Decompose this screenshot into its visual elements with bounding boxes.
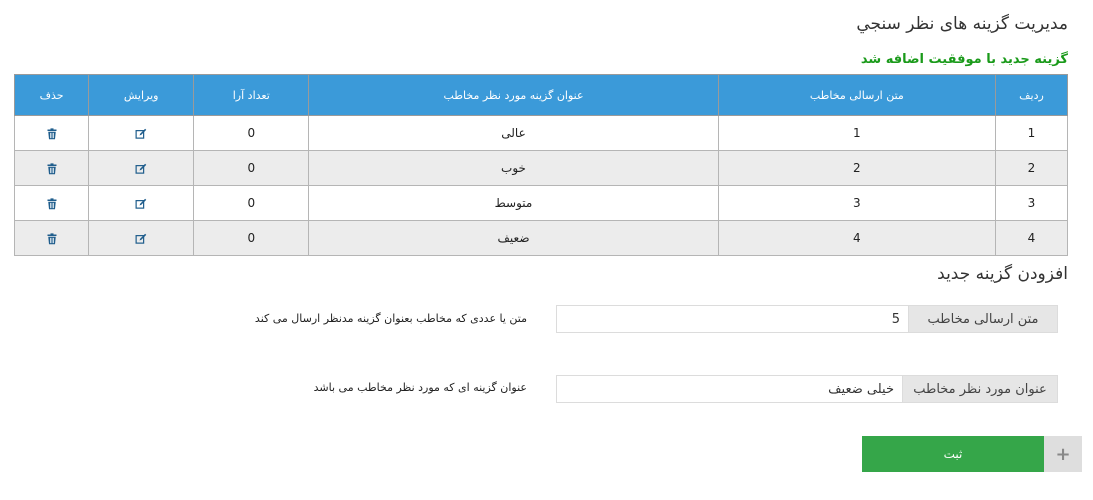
- cell-vote-count: 0: [194, 116, 309, 151]
- cell-vote-count: 0: [194, 151, 309, 186]
- cell-edit: [89, 186, 194, 221]
- cell-option-title: ضعيف: [309, 221, 718, 256]
- sent-text-input[interactable]: [556, 305, 908, 333]
- edit-icon[interactable]: [135, 128, 147, 140]
- sent-text-label: متن ارسالی مخاطب: [908, 305, 1058, 333]
- header-vote-count: تعداد آرا: [194, 75, 309, 116]
- cell-row-num: 3: [995, 186, 1067, 221]
- trash-icon[interactable]: [46, 163, 58, 175]
- trash-icon[interactable]: [46, 233, 58, 245]
- cell-edit: [89, 221, 194, 256]
- table-row: [15, 186, 1068, 221]
- table-header-row: [15, 75, 1068, 116]
- option-title-label: عنوان مورد نظر مخاطب: [902, 375, 1058, 403]
- cell-row-num: 1: [995, 116, 1067, 151]
- cell-sent-text: 3: [718, 186, 995, 221]
- table-row: [15, 221, 1068, 256]
- header-delete: حذف: [15, 75, 89, 116]
- trash-icon[interactable]: [46, 128, 58, 140]
- cell-delete: [15, 151, 89, 186]
- plus-button[interactable]: +: [1044, 436, 1082, 472]
- cell-vote-count: 0: [194, 186, 309, 221]
- cell-option-title: عالی: [309, 116, 718, 151]
- sent-text-help: متن يا عددی که مخاطب بعنوان گزينه مدنظر ارسال می کند: [254, 312, 527, 325]
- edit-icon[interactable]: [135, 198, 147, 210]
- header-row-num: رديف: [995, 75, 1067, 116]
- sent-text-field-group: [556, 305, 1058, 333]
- cell-delete: [15, 221, 89, 256]
- cell-sent-text: 2: [718, 151, 995, 186]
- cell-vote-count: 0: [194, 221, 309, 256]
- cell-edit: [89, 151, 194, 186]
- cell-option-title: خوب: [309, 151, 718, 186]
- edit-icon[interactable]: [135, 163, 147, 175]
- option-title-input[interactable]: [556, 375, 902, 403]
- cell-sent-text: 1: [718, 116, 995, 151]
- success-message: گزينه جديد با موفقيت اضافه شد: [860, 52, 1068, 67]
- cell-delete: [15, 186, 89, 221]
- trash-icon[interactable]: [46, 198, 58, 210]
- cell-option-title: متوسط: [309, 186, 718, 221]
- submit-button[interactable]: ثبت: [862, 436, 1044, 472]
- option-title-field-group: [556, 375, 1058, 403]
- cell-edit: [89, 116, 194, 151]
- options-table: [14, 74, 1068, 256]
- header-option-title: عنوان گزينه مورد نظر مخاطب: [309, 75, 718, 116]
- header-sent-text: متن ارسالی مخاطب: [718, 75, 995, 116]
- edit-icon[interactable]: [135, 233, 147, 245]
- cell-sent-text: 4: [718, 221, 995, 256]
- cell-row-num: 2: [995, 151, 1067, 186]
- add-option-title: افزودن گزينه جديد: [937, 264, 1068, 284]
- header-edit: ويرايش: [89, 75, 194, 116]
- page-title: مديريت گزينه های نظر سنجي: [856, 14, 1068, 34]
- option-title-help: عنوان گزينه ای که مورد نظر مخاطب می باشد: [313, 381, 527, 394]
- cell-delete: [15, 116, 89, 151]
- table-row: [15, 151, 1068, 186]
- table-row: [15, 116, 1068, 151]
- cell-row-num: 4: [995, 221, 1067, 256]
